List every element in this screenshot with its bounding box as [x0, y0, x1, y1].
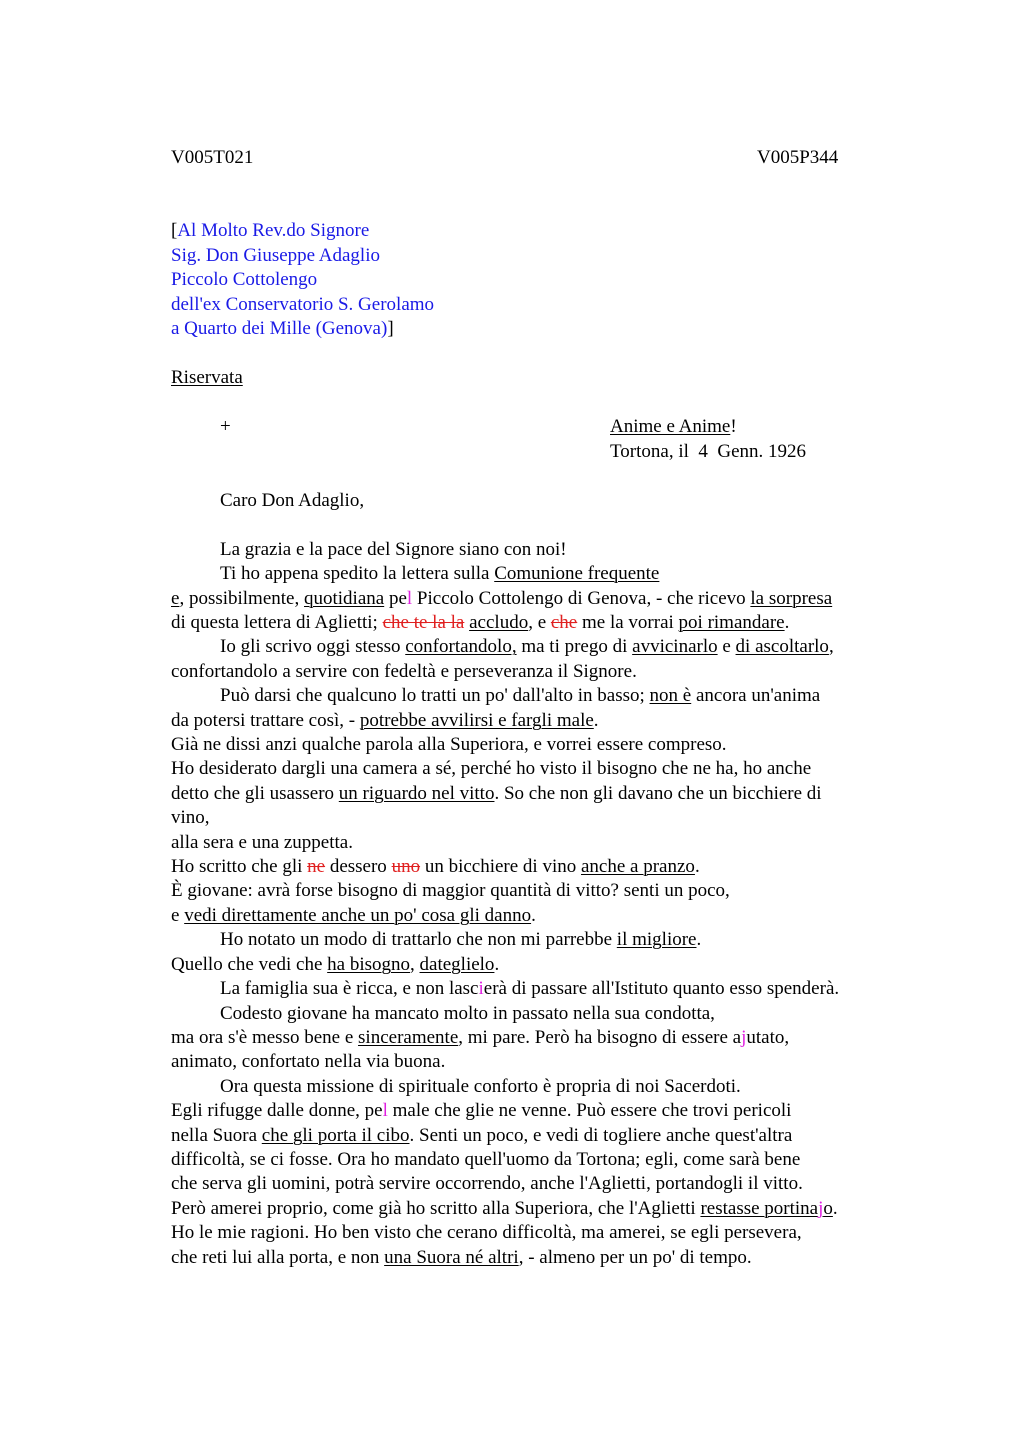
underlined-text: una Suora né altri [384, 1247, 519, 1268]
text: Quello che vedi che [171, 954, 328, 975]
deleted-text: uno [391, 856, 421, 877]
body-line-21 [171, 1026, 789, 1050]
text: dessero [325, 856, 392, 877]
text: , - almeno per un po' di tempo. [518, 1247, 752, 1268]
body-line-27: che serva gli uomini, potrà servire occorrendo, anche l'Aglietti, portandogli il vitto. [171, 1173, 803, 1194]
underlined-text: di ascoltarlo [735, 636, 829, 657]
address-text: a Quarto dei Mille (Genova) [171, 318, 388, 339]
underlined-text: poi rimandare [678, 612, 785, 633]
body-line-24 [171, 1099, 791, 1123]
body-line-26: difficoltà, se ci fosse. Ora ho mandato quell'uomo da Tortona; egli, come sarà bene [171, 1149, 801, 1170]
address-line-4: dell'ex Conservatorio S. Gerolamo [171, 294, 435, 315]
text: . [531, 905, 536, 926]
underlined-text [700, 1198, 832, 1219]
text: . [832, 1198, 838, 1219]
inserted-letter: j [818, 1198, 824, 1219]
inserted-letter: i [478, 978, 484, 999]
body-line-28 [171, 1197, 838, 1221]
underlined-text: un riguardo nel vitto [338, 783, 495, 804]
document-code-left: V005T021 [171, 147, 254, 168]
body-line-8 [171, 709, 599, 733]
text: Io gli scrivo oggi stesso [220, 636, 406, 657]
text: nella Suora [171, 1125, 262, 1146]
text: . [593, 710, 599, 731]
body-line-9: Già ne dissi anzi qualche parola alla Superiora, e vorrei essere compreso. [171, 734, 727, 755]
address-close-bracket: ] [387, 318, 394, 339]
body-line-14 [171, 855, 700, 879]
body-line-6: confortandolo a servire con fedeltà e perseveranza il Signore. [171, 661, 637, 682]
motto-text: Anime e Anime [610, 416, 731, 437]
address-text: Al Molto Rev.do Signore [177, 220, 370, 241]
text: ma ti prego di [516, 636, 633, 657]
address-line-2: Sig. Don Giuseppe Adaglio [171, 245, 380, 266]
deleted-text: ne [307, 856, 326, 877]
underlined-text: Comunione frequente [494, 563, 660, 584]
text: , mi pare. Però ha bisogno di essere a [458, 1027, 742, 1048]
body-line-13: alla sera e una zuppetta. [171, 832, 353, 853]
underlined-text: anche a pranzo [581, 856, 695, 877]
text: Ti ho appena spedito la lettera sulla [220, 563, 495, 584]
body-line-2 [220, 562, 659, 586]
text: utato, [746, 1027, 790, 1048]
underlined-text: ha bisogno [327, 954, 411, 975]
underlined-text: accludo [469, 612, 529, 633]
text: Può darsi che qualcuno lo tratti un po' dall'alto in basso; [220, 685, 650, 706]
date-line: Tortona, il 4 Genn. 1926 [610, 441, 807, 462]
address-open-bracket: [ [171, 220, 178, 241]
text: , e [528, 612, 551, 633]
underlined-text: non è [649, 685, 692, 706]
text: Ho notato un modo di trattarlo che non mi parrebbe [220, 929, 617, 950]
inserted-letter: l [382, 1100, 388, 1121]
text: . [696, 929, 702, 950]
underlined-text: dateglielo [419, 954, 495, 975]
cross-symbol: + [220, 416, 231, 437]
text: . Senti un poco, e vedi di togliere anche quest'altra [409, 1125, 793, 1146]
text: restasse portina [700, 1198, 819, 1219]
body-line-5 [220, 635, 834, 659]
underlined-text: sinceramente [358, 1027, 459, 1048]
reserved-label: Riservata [171, 367, 243, 388]
deleted-text: che [550, 612, 578, 633]
body-line-1: La grazia e la pace del Signore siano con noi! [220, 539, 567, 560]
body-line-22: animato, confortato nella via buona. [171, 1051, 446, 1072]
body-line-19 [220, 977, 839, 1001]
page-code-right: V005P344 [757, 147, 839, 168]
body-line-17 [220, 928, 701, 952]
body-line-3 [171, 587, 832, 611]
body-line-12: vino, [171, 807, 210, 828]
text: di questa lettera di Aglietti; [171, 612, 383, 633]
address-line-1 [171, 219, 369, 243]
text: , [410, 954, 420, 975]
text: detto che gli usassero [171, 783, 339, 804]
text: Ho scritto che gli [171, 856, 308, 877]
address-line-3: Piccolo Cottolengo [171, 269, 318, 290]
underlined-text: che gli porta il cibo [261, 1125, 410, 1146]
body-line-18 [171, 953, 499, 977]
text: un bicchiere di vino [420, 856, 581, 877]
body-line-15: È giovane: avrà forse bisogno di maggior quantità di vitto? senti un poco, [171, 880, 730, 901]
underlined-text: e [171, 588, 180, 609]
text: Però amerei proprio, come già ho scritto alla Superiora, che l'Aglietti [171, 1198, 701, 1219]
body-line-20: Codesto giovane ha mancato molto in passato nella sua condotta, [220, 1003, 715, 1024]
underlined-text: potrebbe avvilirsi e fargli male [359, 710, 594, 731]
deleted-text: che te la la [382, 612, 465, 633]
text: e [171, 905, 185, 926]
text: ma ora s'è messo bene e [171, 1027, 359, 1048]
text: . [694, 856, 700, 877]
text: . [784, 612, 790, 633]
body-line-25 [171, 1124, 792, 1148]
text: . [494, 954, 500, 975]
text: che reti lui alla porta, e non [171, 1247, 385, 1268]
underlined-text: il migliore [616, 929, 697, 950]
text: . So che non gli davano che un bicchiere di [494, 783, 822, 804]
motto-mark: ! [730, 416, 737, 437]
inserted-letter: l [406, 588, 413, 609]
motto [610, 415, 737, 439]
body-line-4 [171, 611, 789, 635]
salutation: Caro Don Adaglio, [220, 490, 365, 511]
underlined-text: avvicinarlo [632, 636, 718, 657]
text: erà di passare all'Istituto quanto esso spenderà. [483, 978, 840, 999]
text: pe [384, 588, 407, 609]
underlined-text: confortandolo, [405, 636, 517, 657]
text: Piccolo Cottolengo di Genova, - che ricevo [412, 588, 751, 609]
text: , [828, 636, 834, 657]
text: La famiglia sua è ricca, e non lasc [220, 978, 479, 999]
body-line-16 [171, 904, 536, 928]
underlined-text: vedi direttamente anche un po' cosa gli danno [184, 905, 532, 926]
body-line-30 [171, 1246, 752, 1270]
body-line-7 [220, 684, 820, 708]
text: me la vorrai [577, 612, 679, 633]
text: o [823, 1198, 833, 1219]
address-line-5 [171, 317, 394, 341]
body-line-10: Ho desiderato dargli una camera a sé, perché ho visto il bisogno che ne ha, ho anche [171, 758, 812, 779]
body-line-29: Ho le mie ragioni. Ho ben visto che cerano difficoltà, ma amerei, se egli persevera, [171, 1222, 802, 1243]
text: , possibilmente, [179, 588, 304, 609]
body-line-11 [171, 782, 822, 806]
text: ancora un'anima [691, 685, 821, 706]
body-line-23: Ora questa missione di spirituale conforto è propria di noi Sacerdoti. [220, 1076, 741, 1097]
text: da potersi trattare così, - [171, 710, 360, 731]
underlined-text: la sorpresa [750, 588, 833, 609]
inserted-letter: j [741, 1027, 747, 1048]
underlined-text: quotidiana [304, 588, 385, 609]
text: Egli rifugge dalle donne, pe [171, 1100, 383, 1121]
text: e [717, 636, 736, 657]
text: male che glie ne venne. Può essere che trovi pericoli [387, 1100, 792, 1121]
